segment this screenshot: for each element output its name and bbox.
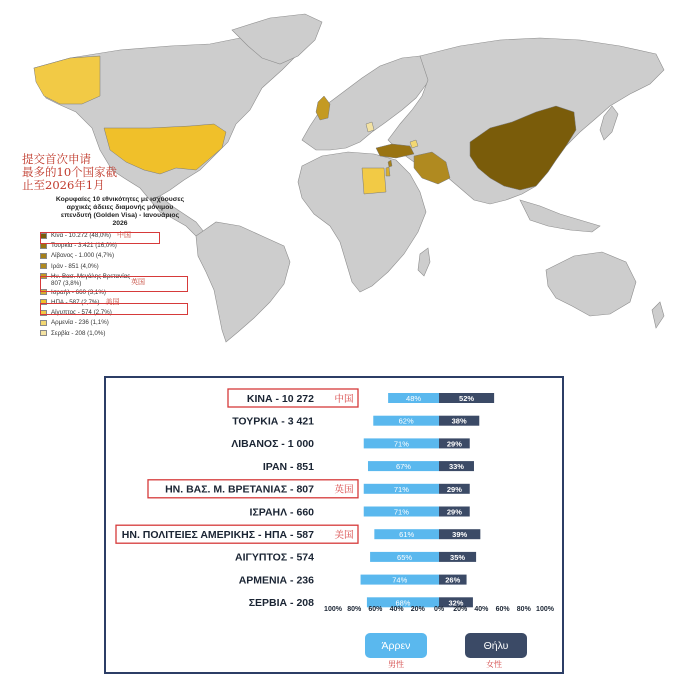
legend-item [40,263,210,273]
legend-female-label: Θήλυ [483,639,509,652]
gender-bar-chart [106,378,562,672]
map-legend [40,196,210,340]
legend-highlight-usa [40,303,188,315]
legend-item-label: Ιράν - 851 (4,0%) [51,262,99,270]
legend-swatch [40,330,47,336]
legend-highlight-uk [40,276,188,292]
legend-male-label: Άρρεν [381,639,411,652]
category-label: ΚΙΝΑ - 10 272 [246,392,314,405]
legend-item-label: Αρμενία - 236 (1,1%) [51,319,109,327]
legend-swatch [40,253,47,259]
bar-female-label: 29% [446,507,462,517]
legend-male-cn: 男性 [388,660,404,669]
legend-swatch [40,320,47,326]
bar-female-label: 29% [446,439,462,449]
legend-item [40,319,210,329]
legend-item-cn: 美国 [105,297,120,306]
x-tick-label: 20% [410,606,425,613]
bar-male-label: 71% [393,484,409,494]
bar-female-label: 39% [452,530,468,540]
legend-item [40,252,210,262]
annotation-line: 提交首次申请 [22,152,91,166]
x-tick-label: 80% [516,606,531,613]
legend-item-cn: 英国 [131,277,145,286]
category-label: ΣΕΡΒΙΑ - 208 [248,597,314,610]
bar-female-label: 33% [448,462,464,472]
legend-item-label: Σερβία - 208 (1,0%) [51,329,106,337]
legend-item [40,330,210,340]
annotation-line: 最多的10个国家截 [22,165,118,179]
map-israel [386,167,390,176]
category-label-cn: 英国 [334,484,354,496]
legend-title: Κορυφαίες 10 εθνικότητες με ισχύουσες αρχικές άδειες διαμονής μόνιμου επενδυτή (Golden Visa) - Ιανουάριος 2026 [55,196,185,227]
category-label: ΛΙΒΑΝΟΣ - 1 000 [231,438,314,451]
x-tick-label: 100% [324,606,342,613]
x-tick-label: 80% [347,606,362,613]
bar-female-label: 32% [448,598,464,608]
annotation-line: 止至2026年1月 [22,178,105,192]
bar-male-label: 68% [395,598,411,608]
bar-male-label: 71% [393,507,409,517]
legend-item-label: Λίβανος - 1.000 (4,7%) [51,252,115,260]
category-label: ΑΡΜΕΝΙΑ - 236 [238,574,314,587]
bar-male-label: 48% [406,394,422,403]
legend-item-cn: 中国 [116,231,131,239]
bar-male-label: 62% [398,416,414,426]
category-label-cn: 中国 [334,393,354,405]
bar-female-label: 38% [451,416,467,426]
x-tick-label: 100% [536,606,554,613]
category-label: ΤΟΥΡΚΙΑ - 3 421 [232,415,314,428]
bar-male-label: 61% [399,530,415,540]
bar-male-label: 65% [397,552,413,562]
x-tick-label: 40% [389,606,404,613]
category-label: ΙΡΑΝ - 851 [262,460,314,473]
bar-male-label: 67% [395,462,411,472]
legend-swatch [40,263,47,269]
x-tick-label: 20% [453,606,468,613]
bar-male-label: 74% [392,575,408,585]
legend-female [465,633,527,658]
category-label: ΗΝ. ΠΟΛΙΤΕΙΕΣ ΑΜΕΡΙΚΗΣ - ΗΠΑ - 587 [121,529,314,541]
x-tick-label: 0% [433,606,445,613]
legend-item-label: Ισραήλ - 660 (3,1%) [51,288,106,296]
category-label: ΙΣΡΑΗΛ - 660 [249,506,314,519]
x-tick-label: 40% [474,606,489,613]
x-tick-label: 60% [368,606,383,613]
legend-male [365,633,427,658]
legend-item-label: Κίνα - 10.272 (48,0%) [51,232,111,239]
bar-female-label: 29% [446,484,462,494]
bar-female-label: 35% [450,552,466,562]
legend-highlight-china [40,232,160,244]
legend-female-cn: 女性 [486,660,502,669]
x-tick-label: 60% [495,606,510,613]
category-label-cn: 美国 [334,530,354,541]
legend-item-label: Ην. Βασ. Μεγάλης Βρετανίας - 807 (3,8%) [51,272,134,287]
category-label: ΗΝ. ΒΑΣ. Μ. ΒΡΕΤΑΝΙΑΣ - 807 [165,483,314,496]
category-label: ΑΙΓΥΠΤΟΣ - 574 [235,551,314,564]
annotation-cn [22,153,117,192]
legend-item-label: ΗΠΑ - 587 (2,7%) [51,298,100,306]
chart-frame [104,376,564,674]
bar-female-label: 26% [445,575,461,585]
bar-female-label: 52% [459,394,475,403]
map-egypt [362,168,386,194]
legend-item-label: Αίγυπτος - 574 (2,7%) [51,309,112,317]
legend-item-label: Τουρκία - 3.421 (16,0%) [51,242,117,250]
bar-male-label: 71% [393,439,409,449]
